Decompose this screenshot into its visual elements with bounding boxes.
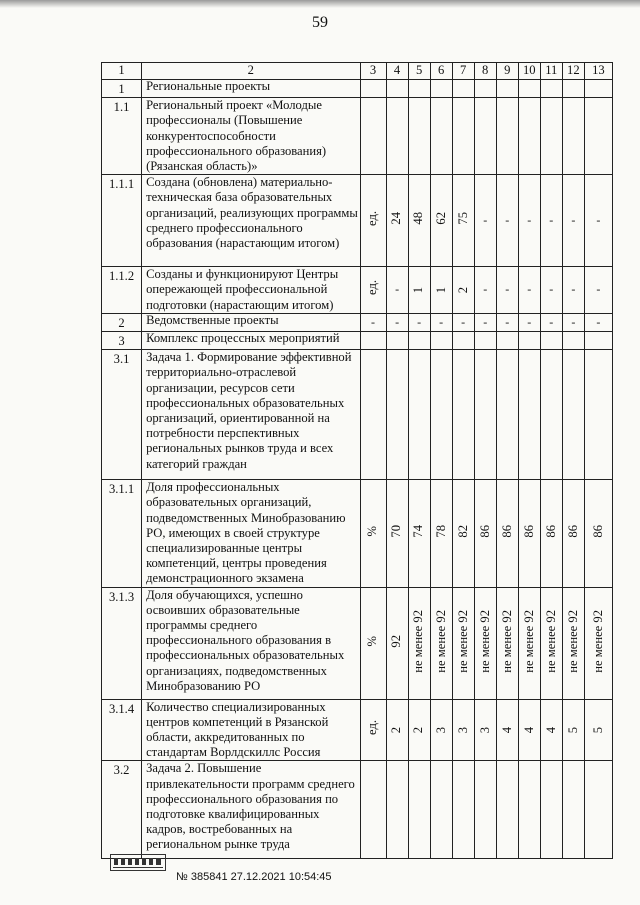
unit-cell <box>360 80 386 98</box>
value-cell <box>430 480 452 587</box>
cell-value: 86 <box>477 525 492 538</box>
cell-value: - <box>461 314 466 329</box>
cell-value: 3 <box>455 727 470 734</box>
value-cell <box>562 587 584 699</box>
row-number: 1.1.2 <box>102 267 142 314</box>
value-cell <box>518 175 540 267</box>
header-cell: 12 <box>562 63 584 80</box>
cell-value: - <box>596 282 601 297</box>
value-cell <box>386 267 408 314</box>
cell-value: - <box>549 282 554 297</box>
value-cell <box>430 332 452 350</box>
cell-value: 3 <box>433 727 448 734</box>
cell-value: 78 <box>433 525 448 538</box>
cell-value: - <box>527 282 532 297</box>
indicator-name: Доля обучающихся, успешно освоивших образовательные программы среднего профессионального образования в профессиональных образовательных организациях, подведомственных Минобразованию РО <box>142 587 360 699</box>
indicator-name: Создана (обновлена) материально-техническая база образовательных организаций, реализующих программы среднего профессионального образования (нарастающим итогом) <box>142 175 360 267</box>
value-cell <box>584 267 612 314</box>
value-cell <box>540 175 562 267</box>
value-cell <box>430 80 452 98</box>
value-cell <box>474 480 496 587</box>
value-cell <box>540 350 562 480</box>
value-cell <box>408 267 430 314</box>
cell-value: 5 <box>590 727 605 734</box>
table-row <box>102 175 613 267</box>
value-cell <box>474 587 496 699</box>
indicator-name: Региональный проект «Молодые профессионалы (Повышение конкурентоспособности профессионального образования) (Рязанская область)» <box>142 98 360 175</box>
cell-value: не менее 92 <box>477 609 492 673</box>
cell-value: - <box>571 314 576 329</box>
value-cell <box>584 313 612 331</box>
header-cell: 3 <box>360 63 386 80</box>
stamp-icon <box>110 854 166 871</box>
value-cell <box>496 350 518 480</box>
cell-value: - <box>505 213 510 228</box>
unit-cell <box>360 175 386 267</box>
value-cell <box>474 350 496 480</box>
value-cell <box>408 587 430 699</box>
value-cell <box>518 267 540 314</box>
value-cell <box>452 699 474 761</box>
cell-value: не менее 92 <box>543 609 558 673</box>
value-cell <box>386 332 408 350</box>
row-number: 3 <box>102 332 142 350</box>
cell-value: - <box>483 213 488 228</box>
unit-cell <box>360 699 386 761</box>
cell-value: не менее 92 <box>499 609 514 673</box>
value-cell <box>518 98 540 175</box>
cell-value: не менее 92 <box>433 609 448 673</box>
cell-value: - <box>549 213 554 228</box>
header-cell: 7 <box>452 63 474 80</box>
cell-value: 4 <box>499 727 514 734</box>
indicator-name: Количество специализированных центров компетенций в Рязанской области, аккредитованных по стандартам Ворлдскиллс Россия <box>142 699 360 761</box>
value-cell <box>562 761 584 859</box>
cell-value: 4 <box>543 727 558 734</box>
value-cell <box>562 175 584 267</box>
cell-value: не менее 92 <box>590 609 605 673</box>
value-cell <box>496 332 518 350</box>
value-cell <box>540 313 562 331</box>
value-cell <box>430 587 452 699</box>
cell-value: - <box>417 314 422 329</box>
value-cell <box>518 699 540 761</box>
indicator-name: Созданы и функционируют Центры опережающей профессиональной подготовки (нарастающим итогом) <box>142 267 360 314</box>
row-number: 3.1.3 <box>102 587 142 699</box>
row-number: 1 <box>102 80 142 98</box>
value-cell <box>386 80 408 98</box>
value-cell <box>584 480 612 587</box>
value-cell <box>408 699 430 761</box>
header-cell: 2 <box>142 63 360 80</box>
value-cell <box>386 350 408 480</box>
header-cell: 8 <box>474 63 496 80</box>
value-cell <box>562 80 584 98</box>
row-number: 3.2 <box>102 761 142 859</box>
value-cell <box>430 699 452 761</box>
value-cell <box>408 313 430 331</box>
header-cell: 10 <box>518 63 540 80</box>
value-cell <box>562 332 584 350</box>
value-cell <box>408 761 430 859</box>
table-row <box>102 267 613 314</box>
value-cell <box>584 761 612 859</box>
cell-value: - <box>439 314 444 329</box>
value-cell <box>474 761 496 859</box>
value-cell <box>584 332 612 350</box>
indicator-name: Задача 1. Формирование эффективной территориально-отраслевой организации, ресурсов сети профессиональных образовательных организаций, ориентированной на потребности перспективных региональных рынков труда и всех категорий граждан <box>142 350 360 480</box>
cell-value: 92 <box>389 634 404 648</box>
value-cell <box>496 587 518 699</box>
indicators-table <box>101 62 613 859</box>
unit-cell <box>360 350 386 480</box>
unit-value: % <box>365 636 380 647</box>
value-cell <box>430 350 452 480</box>
header-cell: 13 <box>584 63 612 80</box>
value-cell <box>562 267 584 314</box>
value-cell <box>386 480 408 587</box>
cell-value: не менее 92 <box>455 609 470 673</box>
table-row <box>102 98 613 175</box>
value-cell <box>562 350 584 480</box>
value-cell <box>408 98 430 175</box>
cell-value: 4 <box>521 727 536 734</box>
cell-value: - <box>549 314 554 329</box>
header-cell: 4 <box>386 63 408 80</box>
value-cell <box>474 98 496 175</box>
cell-value: - <box>571 213 576 228</box>
value-cell <box>518 587 540 699</box>
value-cell <box>518 332 540 350</box>
value-cell <box>540 480 562 587</box>
unit-cell <box>360 313 386 331</box>
cell-value: 86 <box>499 525 514 538</box>
header-row <box>102 63 613 80</box>
value-cell <box>562 699 584 761</box>
unit-value: ед. <box>365 720 380 736</box>
value-cell <box>452 761 474 859</box>
value-cell <box>452 350 474 480</box>
value-cell <box>518 80 540 98</box>
value-cell <box>474 267 496 314</box>
cell-value: - <box>596 314 601 329</box>
cell-value: 75 <box>455 212 470 225</box>
value-cell <box>386 175 408 267</box>
page-number: 59 <box>312 14 328 31</box>
value-cell <box>584 98 612 175</box>
value-cell <box>584 587 612 699</box>
value-cell <box>452 267 474 314</box>
value-cell <box>408 175 430 267</box>
value-cell <box>386 699 408 761</box>
table-row <box>102 480 613 587</box>
unit-value: % <box>365 526 380 537</box>
unit-value: ед. <box>365 211 380 227</box>
registration-number: № 385841 27.12.2021 10:54:45 <box>176 871 332 883</box>
value-cell <box>540 267 562 314</box>
cell-value: не менее 92 <box>521 609 536 673</box>
cell-value: 70 <box>389 525 404 538</box>
value-cell <box>540 332 562 350</box>
cell-value: 62 <box>433 212 448 225</box>
value-cell <box>452 313 474 331</box>
row-number: 1.1.1 <box>102 175 142 267</box>
unit-cell <box>360 98 386 175</box>
cell-value: 2 <box>411 727 426 734</box>
cell-value: 5 <box>565 727 580 734</box>
value-cell <box>562 313 584 331</box>
value-cell <box>386 761 408 859</box>
cell-value: - <box>527 314 532 329</box>
cell-value: - <box>483 282 488 297</box>
cell-value: - <box>571 282 576 297</box>
value-cell <box>452 332 474 350</box>
cell-value: 1 <box>433 287 448 294</box>
value-cell <box>518 480 540 587</box>
indicator-name: Доля профессиональных образовательных организаций, подведомственных Минобразованию РО, имеющих в своей структуре специализированные центры компетенций, центры проведения демонстрационного экзамена <box>142 480 360 587</box>
cell-value: не менее 92 <box>565 609 580 673</box>
cell-value: 82 <box>455 525 470 538</box>
value-cell <box>496 98 518 175</box>
header-cell: 11 <box>540 63 562 80</box>
value-cell <box>496 480 518 587</box>
value-cell <box>496 80 518 98</box>
value-cell <box>584 175 612 267</box>
cell-value: - <box>483 314 488 329</box>
value-cell <box>386 98 408 175</box>
table-row <box>102 332 613 350</box>
header-cell: 9 <box>496 63 518 80</box>
value-cell <box>474 175 496 267</box>
unit-value: ед. <box>365 280 380 296</box>
value-cell <box>518 350 540 480</box>
value-cell <box>584 350 612 480</box>
value-cell <box>408 480 430 587</box>
value-cell <box>430 313 452 331</box>
value-cell <box>452 98 474 175</box>
unit-cell <box>360 480 386 587</box>
value-cell <box>540 587 562 699</box>
cell-value: - <box>505 314 510 329</box>
header-cell: 1 <box>102 63 142 80</box>
value-cell <box>540 80 562 98</box>
cell-value: - <box>527 213 532 228</box>
value-cell <box>452 80 474 98</box>
value-cell <box>452 175 474 267</box>
value-cell <box>518 313 540 331</box>
cell-value: 86 <box>543 525 558 538</box>
cell-value: - <box>395 314 400 329</box>
value-cell <box>452 587 474 699</box>
value-cell <box>474 80 496 98</box>
value-cell <box>408 332 430 350</box>
header-cell: 5 <box>408 63 430 80</box>
unit-cell <box>360 332 386 350</box>
cell-value: 86 <box>565 525 580 538</box>
cell-value: 2 <box>389 727 404 734</box>
row-number: 1.1 <box>102 98 142 175</box>
value-cell <box>386 587 408 699</box>
table-row <box>102 699 613 761</box>
cell-value: не менее 92 <box>411 609 426 673</box>
cell-value: 86 <box>521 525 536 538</box>
cell-value: 2 <box>455 287 470 294</box>
header-cell: 6 <box>430 63 452 80</box>
value-cell <box>584 80 612 98</box>
value-cell <box>540 699 562 761</box>
value-cell <box>584 699 612 761</box>
cell-value: - <box>395 282 400 297</box>
value-cell <box>474 313 496 331</box>
value-cell <box>430 175 452 267</box>
value-cell <box>430 267 452 314</box>
table-row <box>102 761 613 859</box>
value-cell <box>496 313 518 331</box>
cell-value: 24 <box>389 212 404 225</box>
value-cell <box>496 761 518 859</box>
table-row <box>102 80 613 98</box>
value-cell <box>474 699 496 761</box>
value-cell <box>518 761 540 859</box>
cell-value: - <box>596 213 601 228</box>
indicator-name: Задача 2. Повышение привлекательности программ среднего профессионального образования по подготовке квалифицированных кадров, востребованных на региональном рынке труда <box>142 761 360 859</box>
value-cell <box>386 313 408 331</box>
value-cell <box>496 267 518 314</box>
row-number: 3.1.4 <box>102 699 142 761</box>
value-cell <box>474 332 496 350</box>
unit-cell <box>360 761 386 859</box>
value-cell <box>430 761 452 859</box>
indicator-name: Ведомственные проекты <box>142 313 360 331</box>
row-number: 3.1.1 <box>102 480 142 587</box>
table-row <box>102 587 613 699</box>
table-row <box>102 313 613 331</box>
row-number: 2 <box>102 313 142 331</box>
value-cell <box>540 98 562 175</box>
unit-cell <box>360 587 386 699</box>
cell-value: - <box>505 282 510 297</box>
cell-value: 86 <box>590 525 605 538</box>
value-cell <box>562 480 584 587</box>
indicator-name: Региональные проекты <box>142 80 360 98</box>
unit-cell <box>360 267 386 314</box>
value-cell <box>408 80 430 98</box>
value-cell <box>496 175 518 267</box>
value-cell <box>540 761 562 859</box>
value-cell <box>408 350 430 480</box>
table-row <box>102 350 613 480</box>
row-number: 3.1 <box>102 350 142 480</box>
cell-value: 74 <box>411 525 426 538</box>
indicator-name: Комплекс процессных мероприятий <box>142 332 360 350</box>
value-cell <box>430 98 452 175</box>
cell-value: 3 <box>477 727 492 734</box>
unit-value: - <box>371 314 376 329</box>
value-cell <box>562 98 584 175</box>
value-cell <box>496 699 518 761</box>
scan-top-edge <box>0 0 640 8</box>
value-cell <box>452 480 474 587</box>
cell-value: 1 <box>411 287 426 294</box>
cell-value: 48 <box>411 212 426 225</box>
